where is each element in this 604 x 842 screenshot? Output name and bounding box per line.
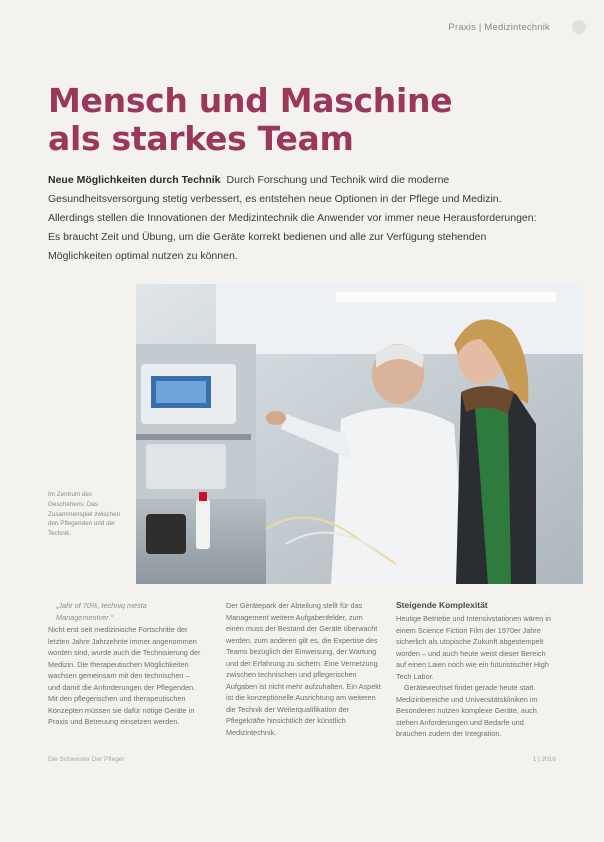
photo-caption: Im Zentrum des Geschehens: Das Zusammenspiel zwischen den Pflegenden und der Technik. — [48, 491, 121, 538]
column-3-text: Heutige Betriebe und Intensivstationen wären in einem Science Fiction Film der 1970er Jahre sicherlich als utopische Zukunft abgestempelt worden – und auch heute weist dieser Bereich auf einen Laien noch wie ein futuristischer High Tech Labor. — [396, 614, 551, 681]
text-column-1 — [48, 600, 203, 728]
column-1-text: Nicht erst seit medizinische Fortschritte der letzten Jahre Jahrzehnte immer angenommen worden sind, wurde auch die Technisierung der Medizin. Die therapeutischen Möglichkeiten wachsen gemeinsam mit den technischen – und damit die Anforderungen der Pflegenden. Mit den pflegerischen und therapeutischen Konzepten müssen sie dafür nötige Geräte in Praxis und Betreuung einsetzen werden. — [48, 625, 201, 726]
photo-illustration — [136, 284, 583, 584]
footer-publication: Die Schwester Der Pfleger — [48, 756, 125, 763]
lead-text: Durch Forschung und Technik wird die moderne Gesundheitsversorgung stetig verbessert, es entstehen neue Optionen in der Pflege und Medizin. Allerdings stellen die Innovationen der Medizintechnik die Anwender vor immer neue Herausforderungen: Es braucht Zeit und Übung, um die Geräte korrekt bedienen und alle zur Verfügung stehenden Möglichkeiten optimal nutzen zu können. — [48, 174, 537, 262]
text-column-3 — [396, 600, 551, 740]
column-2-text: Der Gerätepark der Abteilung stellt für das Management weitere Aufgabenfelder, zum einen muss der Bestand der Geräte überwacht werden, zum anderen gilt es, die Expertise des Teams bezüglich der Einweisung, der Wartung und der Erfahrung zu sichern. Eine Vernetzung zwischen technischen und pflegerischen Aufgaben ist nicht mehr aufzuhalten. Ein Aspekt ist die konzeptionelle Ausrichtung am weiteren die Technik der Weiterqualifikation der Pflegekräfte hinsichtlich der künstlich Medizintechnik. — [226, 601, 381, 737]
section-rubric: Praxis | Medizintechnik — [448, 22, 550, 33]
lead-kicker: Neue Möglichkeiten durch Technik — [48, 174, 221, 186]
pull-quote: „Jahr of 70%, techniq mesta Managementver.“ — [56, 601, 147, 622]
page-corner-mark — [572, 20, 586, 34]
footer-issue: 1 | 2016 — [532, 756, 556, 763]
article-title: Mensch und Maschine als starkes Team — [48, 81, 453, 158]
article-lead — [48, 171, 548, 266]
article-photo — [136, 284, 583, 584]
column-3-heading: Steigende Komplexität — [396, 600, 488, 610]
text-column-2 — [226, 600, 381, 738]
column-3-text-2: Gerätewechsel findet gerade heute statt. Medizinbereiche und Universitätskliniken im Besonderen nutzen komplexe Geräte, auch stehen Anforderungen und Bedarfe und brauchen zudem der Integration. — [396, 683, 538, 738]
